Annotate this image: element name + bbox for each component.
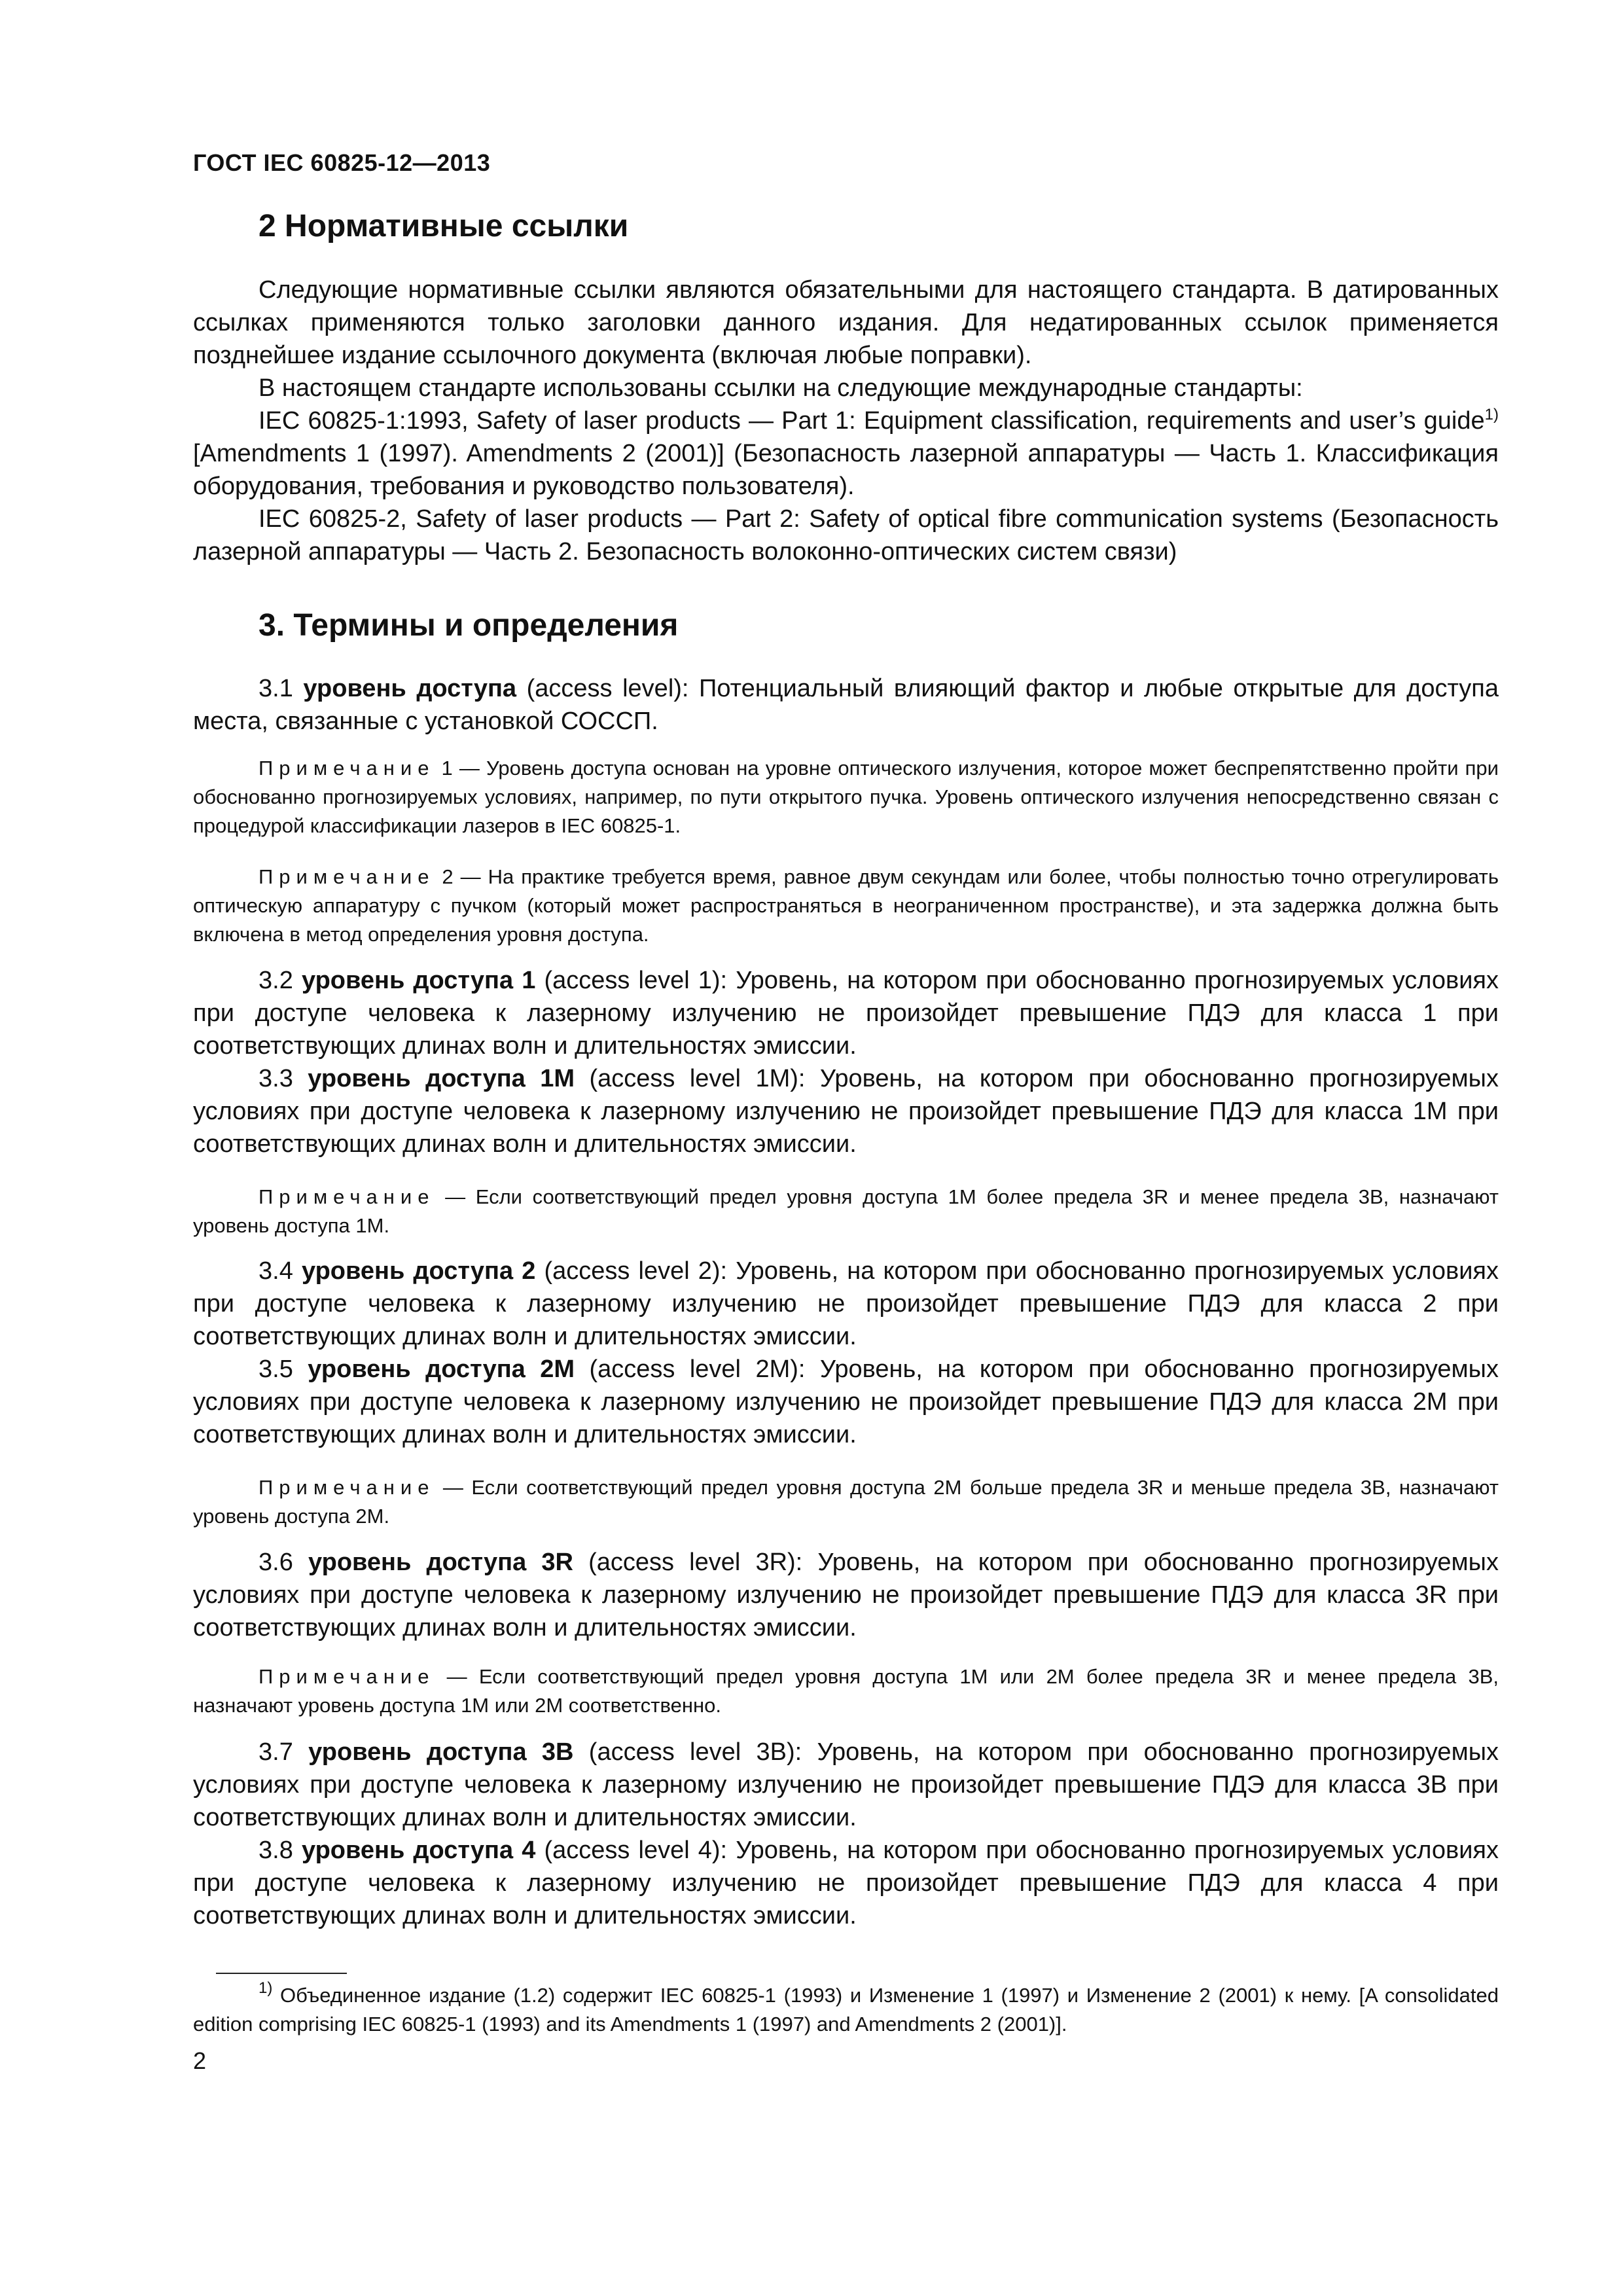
reference-iec-60825-2: IEC 60825-2, Safety of laser products — Part 2: Safety of optical fibre communication systems (Безопасность лазерной аппаратуры — Часть 2. Безопасность волоконно-оптических систем связи) — [193, 505, 1499, 565]
terms-3-7-3-8 — [193, 1736, 1499, 1932]
note-3-1-1 — [193, 754, 1499, 840]
term-name: уровень доступа 4 — [301, 1837, 536, 1864]
note-label: Примечание — [259, 1185, 435, 1208]
term-definition: (access level 2): Уровень, на котором при обоснованно прогнозируемых условиях при доступе человека к лазерному излучению не произойдет превышение ПДЭ для класса 2 при соответствующих длинах волн и длительностях эмиссии. — [193, 1257, 1499, 1350]
note-3-6 — [193, 1662, 1499, 1720]
term-3-4 — [193, 1255, 1499, 1353]
term-name: уровень доступа 3B — [308, 1738, 574, 1766]
terms-3-2-3-3 — [193, 964, 1499, 1160]
note-text: 2 — На практике требуется время, равное двум секундам или более, чтобы полностью точно отрегулировать оптическую аппаратуру с пучком (который может распространяться в неограниченном пространстве), и эта задержка должна быть включена в метод определения уровня доступа. — [193, 865, 1499, 946]
term-number: 3.1 — [259, 675, 304, 702]
reference-iec-60825-1 — [193, 404, 1499, 503]
section-3-title: 3. Термины и определения — [259, 608, 679, 643]
term-definition: (access level 1M): Уровень, на котором при обоснованно прогнозируемых условиях при доступе человека к лазерному излучению не произойдет превышение ПДЭ для класса 1M при соответствующих длинах волн и длительностях эмиссии. — [193, 1065, 1499, 1158]
term-number: 3.2 — [259, 967, 302, 994]
term-name: уровень доступа — [303, 675, 517, 702]
term-name: уровень доступа 1 — [301, 967, 536, 994]
term-definition: (access level 3R): Уровень, на котором при обоснованно прогнозируемых условиях при доступе человека к лазерному излучению не произойдет превышение ПДЭ для класса 3R при соответствующих длинах волн и длительностях эмиссии. — [193, 1549, 1499, 1641]
term-3-3 — [193, 1062, 1499, 1160]
term-definition: (access level 3B): Уровень, на котором при обоснованно прогнозируемых условиях при доступе человека к лазерному излучению не произойдет превышение ПДЭ для класса 3B при соответствующих длинах волн и длительностях эмиссии. — [193, 1738, 1499, 1831]
term-definition: (access level): Потенциальный влияющий фактор и любые открытые для доступа места, связанные с установкой СОССП. — [193, 675, 1499, 735]
term-3-1 — [193, 672, 1499, 738]
footnote-divider — [216, 1973, 347, 1974]
footnote-marker: 1) — [1484, 406, 1499, 423]
term-number: 3.3 — [259, 1065, 308, 1092]
term-number: 3.6 — [259, 1549, 308, 1576]
term-number: 3.5 — [259, 1355, 308, 1383]
term-name: уровень доступа 3R — [308, 1549, 573, 1576]
term-name: уровень доступа 1M — [308, 1065, 575, 1092]
term-number: 3.4 — [259, 1257, 302, 1285]
term-3-8 — [193, 1834, 1499, 1932]
term-3-2 — [193, 964, 1499, 1062]
section-2-body — [193, 274, 1499, 568]
note-label: Примечание — [259, 1665, 435, 1688]
section-2-title: 2 Нормативные ссылки — [259, 209, 629, 243]
note-text: — Если соответствующий предел уровня доступа 1M более предела 3R и менее предела 3B, назначают уровень доступа 1M. — [193, 1185, 1499, 1237]
footnote — [193, 1981, 1499, 2039]
term-3-7 — [193, 1736, 1499, 1834]
note-3-3 — [193, 1183, 1499, 1240]
page-number: 2 — [193, 2047, 207, 2074]
term-definition: (access level 1): Уровень, на котором при обоснованно прогнозируемых условиях при доступе человека к лазерному излучению не произойдет превышение ПДЭ для класса 1 при соответствующих длинах волн и длительностях эмиссии. — [193, 967, 1499, 1060]
term-number: 3.8 — [259, 1837, 302, 1864]
standard-header: ГОСТ IEC 60825-12—2013 — [193, 149, 491, 176]
section-2-paragraph-2: В настоящем стандарте использованы ссылки на следующие международные стандарты: — [259, 374, 1303, 402]
term-3-5 — [193, 1353, 1499, 1451]
term-3-6 — [193, 1546, 1499, 1644]
footnote-marker: 1) — [259, 1979, 273, 1997]
term-name: уровень доступа 2 — [301, 1257, 536, 1285]
term-definition: (access level 2M): Уровень, на котором при обоснованно прогнозируемых условиях при доступе человека к лазерному излучению не произойдет превышение ПДЭ для класса 2M при соответствующих длинах волн и длительностях эмиссии. — [193, 1355, 1499, 1448]
term-name: уровень доступа 2M — [308, 1355, 575, 1383]
note-3-1-2 — [193, 863, 1499, 949]
note-3-5 — [193, 1473, 1499, 1531]
note-text: — Если соответствующий предел уровня доступа 2M больше предела 3R и меньше предела 3B, назначают уровень доступа 2M. — [193, 1476, 1499, 1528]
note-label: Примечание — [259, 865, 435, 888]
section-2-paragraph-1: Следующие нормативные ссылки являются обязательными для настоящего стандарта. В датированных ссылках применяются только заголовки данного издания. Для недатированных ссылок применяется позднейшее издание ссылочного документа (включая любые поправки). — [193, 276, 1499, 369]
term-number: 3.7 — [259, 1738, 309, 1766]
reference-1-title: IEC 60825-1:1993, Safety of laser products — Part 1: Equipment classification, requirements and user’s guide — [259, 407, 1485, 435]
note-text: 1 — Уровень доступа основан на уровне оптического излучения, которое может беспрепятственно пройти при обоснованно прогнозируемых условиях, например, по пути открытого пучка. Уровень оптического излучения непосредственно связан с процедурой классификации лазеров в IEC 60825-1. — [193, 757, 1499, 837]
note-label: Примечание — [259, 1476, 435, 1499]
reference-1-details: [Amendments 1 (1997). Amendments 2 (2001)] (Безопасность лазерной аппаратуры — Часть 1. Классификация оборудования, требования и руководство пользователя). — [193, 440, 1499, 500]
term-definition: (access level 4): Уровень, на котором при обоснованно прогнозируемых условиях при доступе человека к лазерному излучению не произойдет превышение ПДЭ для класса 4 при соответствующих длинах волн и длительностях эмиссии. — [193, 1837, 1499, 1929]
footnote-text: Объединенное издание (1.2) содержит IEC 60825-1 (1993) и Изменение 1 (1997) и Изменение 2 (2001) к нему. [A consolidated edition comprising IEC 60825-1 (1993) and its Amendments 1 (1997) and Amendments 2 (2001)]. — [193, 1984, 1499, 2036]
note-text: — Если соответствующий предел уровня доступа 1M или 2M более предела 3R и менее предела 3B, назначают уровень доступа 1M или 2M соответственно. — [193, 1665, 1499, 1717]
terms-3-4-3-5 — [193, 1255, 1499, 1451]
note-label: Примечание — [259, 757, 435, 780]
